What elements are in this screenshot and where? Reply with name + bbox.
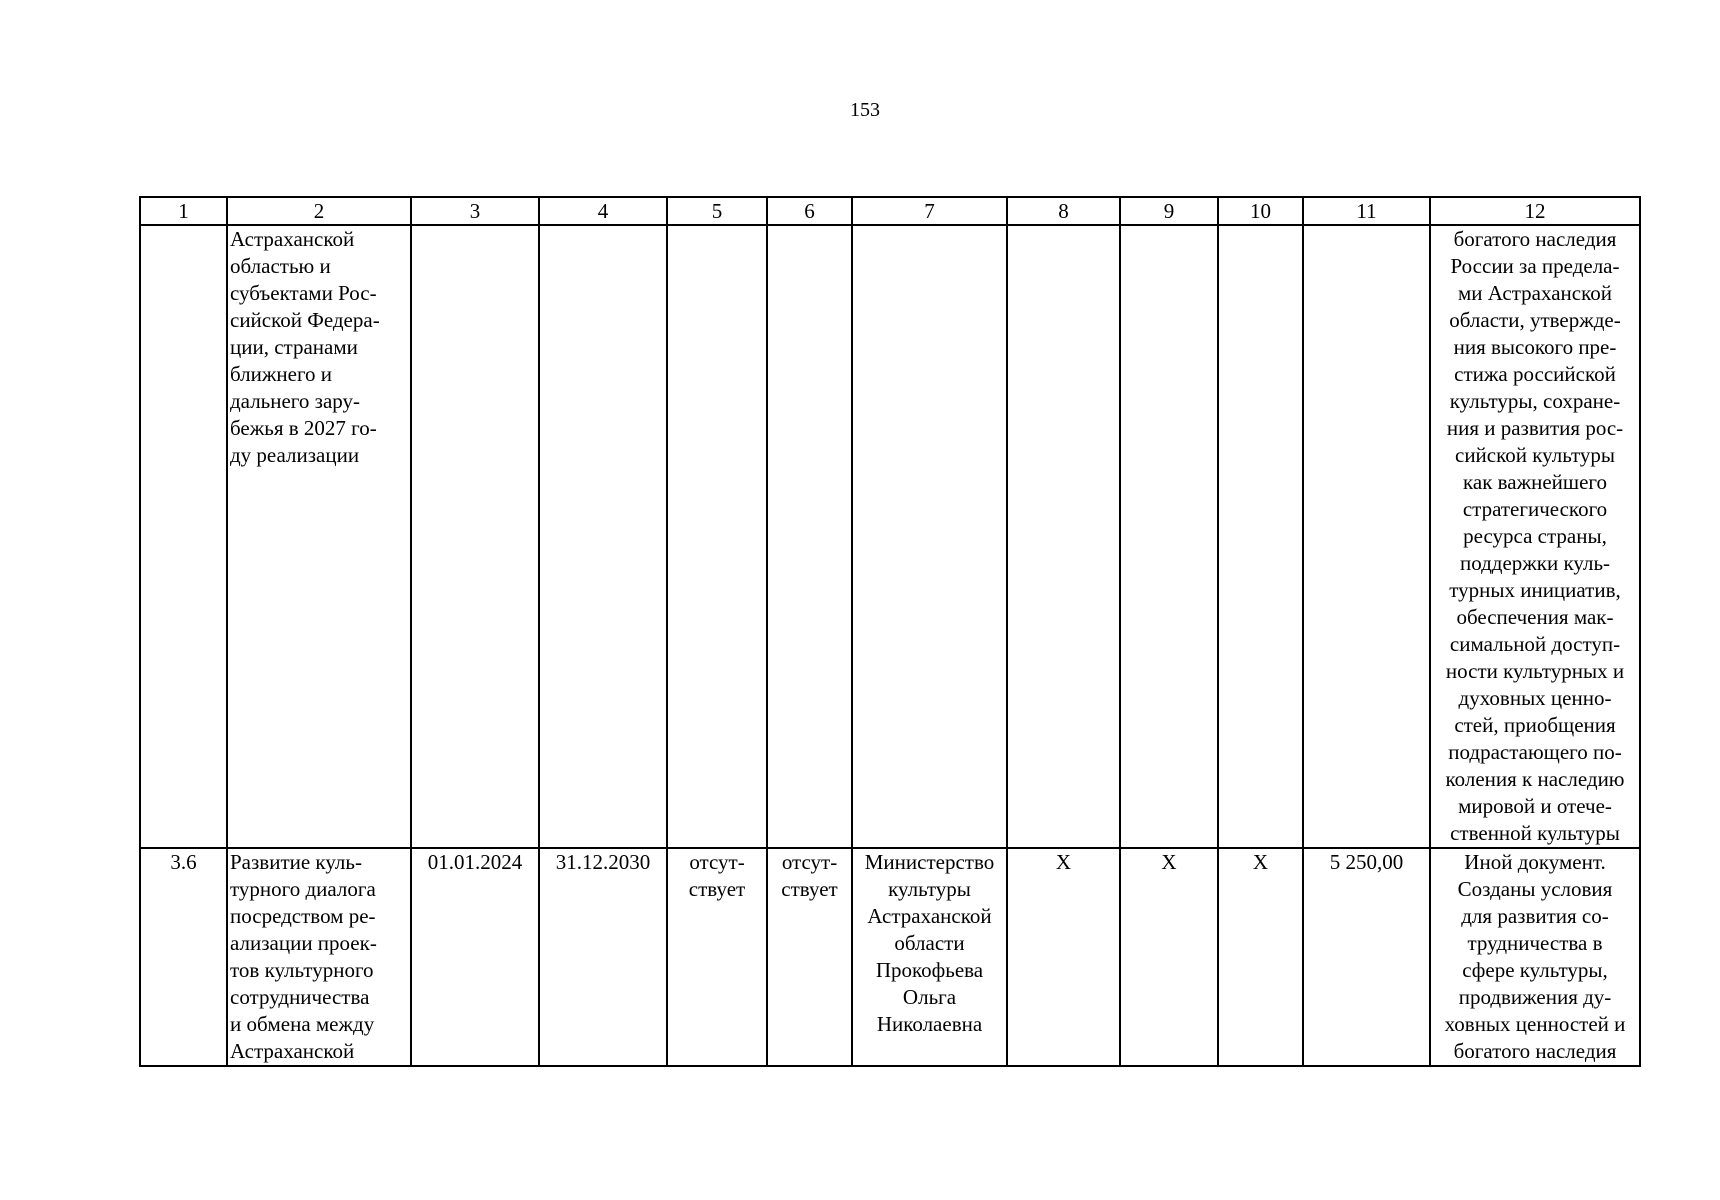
column-header: 10 — [1218, 197, 1303, 225]
column-5-cell — [667, 225, 767, 848]
amount-cell — [1303, 225, 1430, 848]
table-header-row — [140, 197, 1640, 225]
column-header: 4 — [539, 197, 667, 225]
column-6-cell: отсут- ствует — [767, 848, 852, 1066]
page-number: 153 — [850, 99, 880, 121]
column-8-cell — [1007, 225, 1120, 848]
result-cell: богатого наследия России за предела- ми Астраханской области, утвержде- ния высокого пре- стижа российской культуры, сохране- ния и развития рос- сийской культуры как важнейшего стратегического ресурса страны, поддержки куль- турных инициатив, обеспечения мак- симальной доступ- ности культурных и духовных ценно- стей, приобщения подрастающего по- коления к наследию мировой и отече- ственной культуры — [1430, 225, 1640, 848]
start-date-cell — [411, 225, 539, 848]
column-header: 12 — [1430, 197, 1640, 225]
column-header: 6 — [767, 197, 852, 225]
column-header: 11 — [1303, 197, 1430, 225]
column-5-cell: отсут- ствует — [667, 848, 767, 1066]
item-number-cell: 3.6 — [140, 848, 227, 1066]
table-row — [140, 225, 1640, 848]
responsible-cell: Министерство культуры Астраханской области Прокофьева Ольга Николаевна — [852, 848, 1007, 1066]
column-header: 8 — [1007, 197, 1120, 225]
column-header: 1 — [140, 197, 227, 225]
responsible-cell — [852, 225, 1007, 848]
column-header: 9 — [1120, 197, 1218, 225]
column-header: 7 — [852, 197, 1007, 225]
column-10-cell — [1218, 225, 1303, 848]
measure-name-cell: Развитие куль- турного диалога посредством ре- ализации проек- тов культурного сотрудничества и обмена между Астраханской — [227, 848, 411, 1066]
item-number-cell — [140, 225, 227, 848]
column-10-cell: X — [1218, 848, 1303, 1066]
column-header: 5 — [667, 197, 767, 225]
table-row — [140, 848, 1640, 1066]
column-header: 3 — [411, 197, 539, 225]
column-header: 2 — [227, 197, 411, 225]
column-9-cell — [1120, 225, 1218, 848]
column-8-cell: X — [1007, 848, 1120, 1066]
column-9-cell: X — [1120, 848, 1218, 1066]
end-date-cell: 31.12.2030 — [539, 848, 667, 1066]
measure-name-cell: Астраханской областью и субъектами Рос- сийской Федера- ции, странами ближнего и дальнего зару- бежья в 2027 го- ду реализации — [227, 225, 411, 848]
end-date-cell — [539, 225, 667, 848]
document-table — [139, 196, 1641, 1067]
result-cell: Иной документ. Созданы условия для развития со- трудничества в сфере культуры, продвижения ду- ховных ценностей и богатого наследия — [1430, 848, 1640, 1066]
amount-cell: 5 250,00 — [1303, 848, 1430, 1066]
start-date-cell: 01.01.2024 — [411, 848, 539, 1066]
column-6-cell — [767, 225, 852, 848]
